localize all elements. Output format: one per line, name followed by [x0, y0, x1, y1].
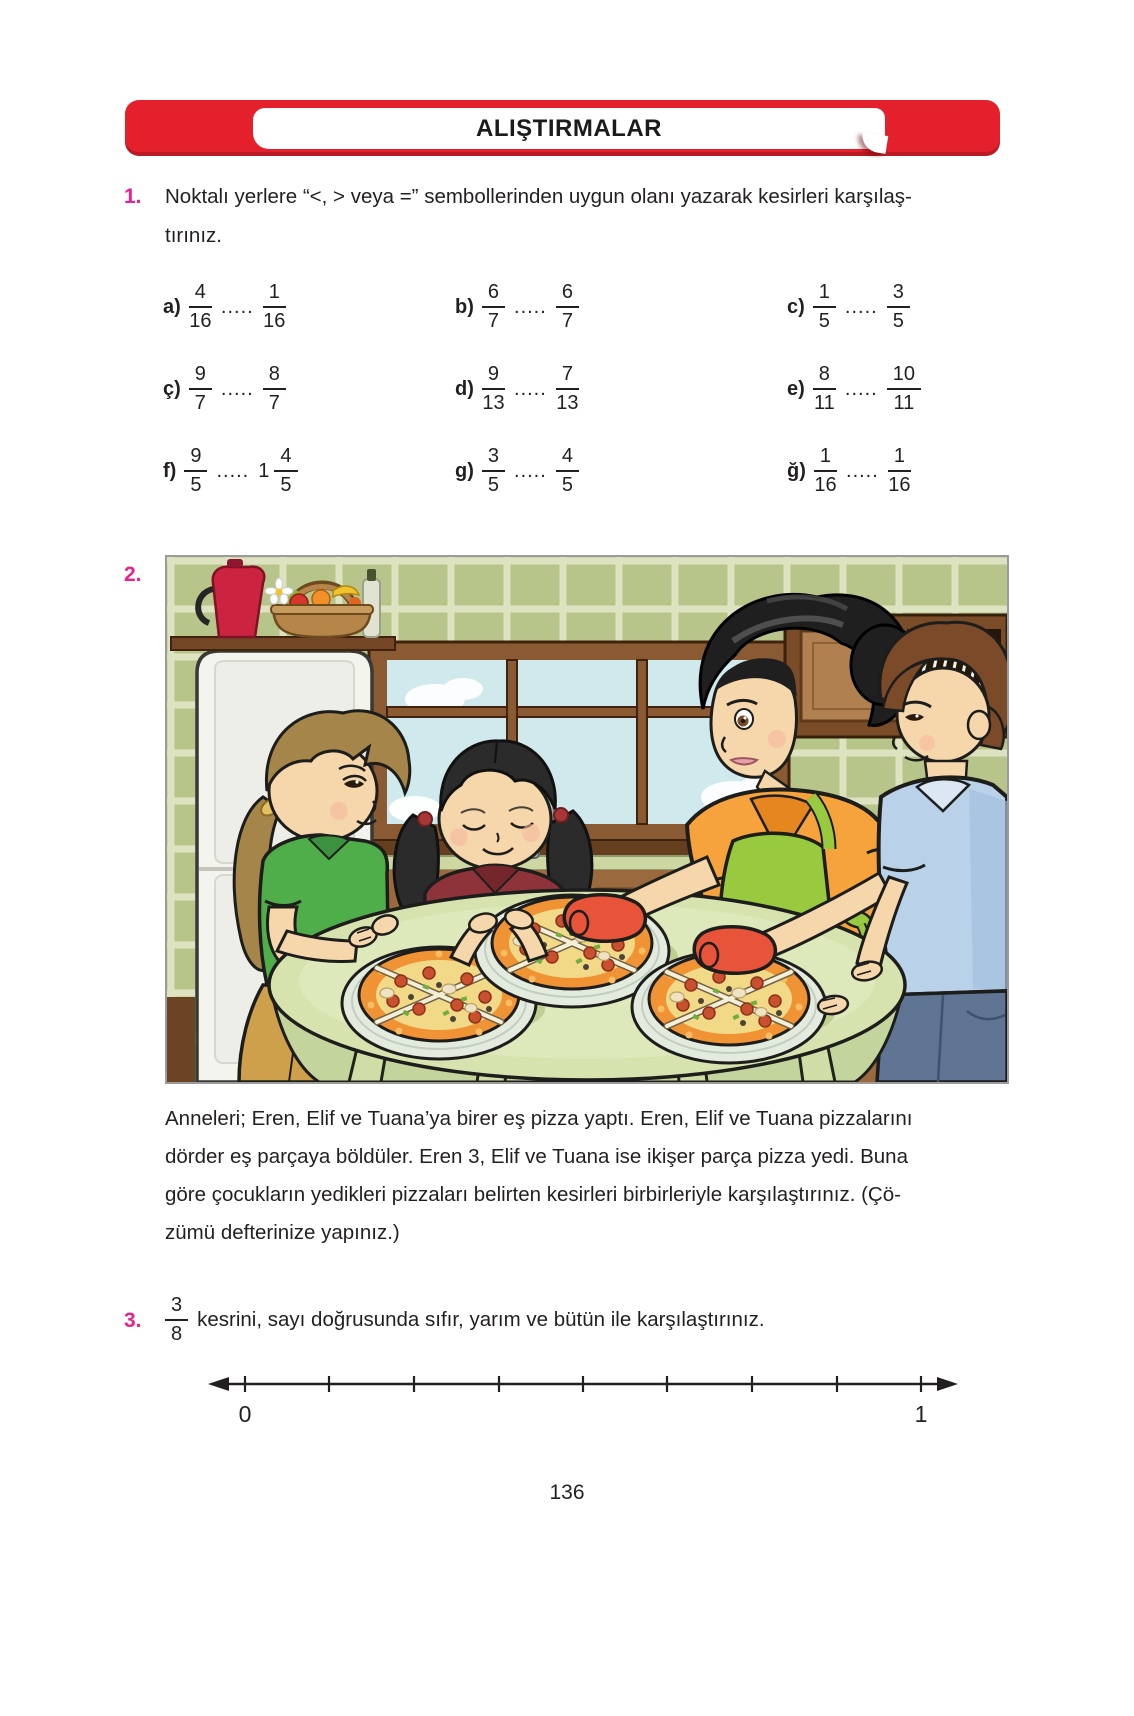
answer-dots: ..... — [220, 377, 254, 400]
item-label: ğ) — [787, 459, 806, 482]
fraction: $\frac{9}{5}$ — [184, 445, 207, 497]
fraction: $\frac{9}{7}$ — [189, 363, 212, 415]
fraction: $\frac{9}{13}$ — [482, 363, 505, 414]
answer-dots: ..... — [514, 295, 547, 318]
item-label: c) — [787, 295, 805, 318]
oven-mitt-right — [694, 927, 775, 974]
counter-left-edge — [167, 997, 195, 1082]
answer-dots: ..... — [844, 377, 878, 400]
left-arrowhead-icon — [208, 1377, 229, 1391]
zero-label: 0 — [238, 1401, 252, 1427]
one-label: 1 — [914, 1401, 928, 1427]
question-3-number: 3. — [124, 1308, 142, 1332]
question-1-line2: tırınız. — [165, 224, 222, 247]
fraction-three-eighths: $\frac{3}{8}$ — [165, 1294, 188, 1346]
fraction-item-c — [787, 281, 1134, 333]
fraction-items-grid — [163, 281, 1134, 497]
item-label: a) — [163, 295, 181, 318]
paragraph-line: Anneleri; Eren, Elif ve Tuana’ya birer eş pizza yaptı. Eren, Elif ve Tuana pizzalarını — [165, 1107, 913, 1130]
fraction: $\frac{6}{7}$ — [556, 281, 579, 333]
answer-dots: ..... — [844, 295, 878, 318]
fraction: $\frac{3}{5}$ — [887, 281, 910, 333]
answer-dots: ..... — [514, 459, 547, 482]
fraction-item-d — [455, 363, 787, 415]
banner-label-plate — [253, 108, 885, 149]
fraction: $\frac{1}{16}$ — [263, 281, 286, 332]
fraction: $\frac{1}{16}$ — [814, 445, 837, 496]
page-number: 136 — [549, 1481, 585, 1504]
answer-dots: ..... — [514, 377, 547, 400]
paragraph-line: göre çocukların yedikleri pizzaları belirten kesirleri birbirleriyle karşılaştırınız. (Çö- — [165, 1183, 901, 1206]
kitchen-scene — [167, 557, 1007, 1082]
question-2-number: 2. — [124, 563, 142, 586]
answer-dots: ..... — [220, 295, 254, 318]
item-label: e) — [787, 377, 805, 400]
fraction: $\frac{1}{5}$ — [813, 281, 836, 333]
item-label: ç) — [163, 377, 181, 400]
paragraph-line: dörder eş parçaya böldüler. Eren 3, Elif ve Tuana ise ikişer parça pizza yedi. Buna — [165, 1145, 908, 1168]
fraction: $\frac{3}{5}$ — [482, 445, 505, 497]
fraction: $\frac{7}{13}$ — [556, 363, 579, 414]
fraction-item-g — [455, 445, 787, 497]
number-line — [203, 1364, 1134, 1435]
fraction: $\frac{4}{16}$ — [189, 281, 212, 332]
banner-title: ALIŞTIRMALAR — [476, 115, 662, 142]
exercises-banner — [125, 100, 1000, 156]
fraction: $\frac{10}{11}$ — [887, 363, 921, 415]
answer-dots: ..... — [216, 459, 250, 482]
kitchen-illustration — [165, 555, 1009, 1084]
fraction: $\frac{4}{5}$ — [556, 445, 579, 497]
question-2 — [0, 555, 1134, 1084]
fraction-item-b — [455, 281, 787, 333]
paragraph-line: zümü defterinize yapınız.) — [165, 1221, 400, 1244]
oven-mitt-left — [564, 895, 645, 942]
item-label: f) — [163, 459, 177, 482]
fraction: $\frac{4}{5}$ — [274, 445, 297, 497]
fraction-item-a — [163, 281, 455, 333]
item-label: g) — [455, 459, 474, 482]
question-1 — [0, 177, 1134, 255]
question-1-number: 1. — [124, 185, 142, 208]
fraction-item-e — [787, 363, 1134, 415]
item-label: b) — [455, 295, 474, 318]
fraction-item-c2 — [163, 363, 455, 415]
mixed-number-whole: 1 — [258, 459, 270, 482]
shelf — [171, 637, 395, 650]
fraction-item-g2 — [787, 445, 1134, 497]
fraction: $\frac{8}{11}$ — [813, 363, 835, 414]
question-3-text: kesrini, sayı doğrusunda sıfır, yarım ve bütün ile karşılaştırınız. — [197, 1308, 765, 1331]
fraction: $\frac{8}{7}$ — [263, 363, 286, 415]
fraction-item-f — [163, 445, 455, 497]
answer-dots: ..... — [846, 459, 879, 482]
question-2-paragraph — [165, 1100, 1013, 1252]
item-label: d) — [455, 377, 474, 400]
right-arrowhead-icon — [937, 1377, 958, 1391]
fraction: $\frac{6}{7}$ — [482, 281, 505, 333]
question-3 — [0, 1294, 1134, 1346]
question-1-line1: Noktalı yerlere “<, > veya =” sembollerinden uygun olanı yazarak kesirleri karşılaş- — [165, 185, 912, 208]
question-1-text — [165, 177, 1017, 255]
fraction: $\frac{1}{16}$ — [888, 445, 911, 496]
number-line-svg — [203, 1364, 963, 1430]
